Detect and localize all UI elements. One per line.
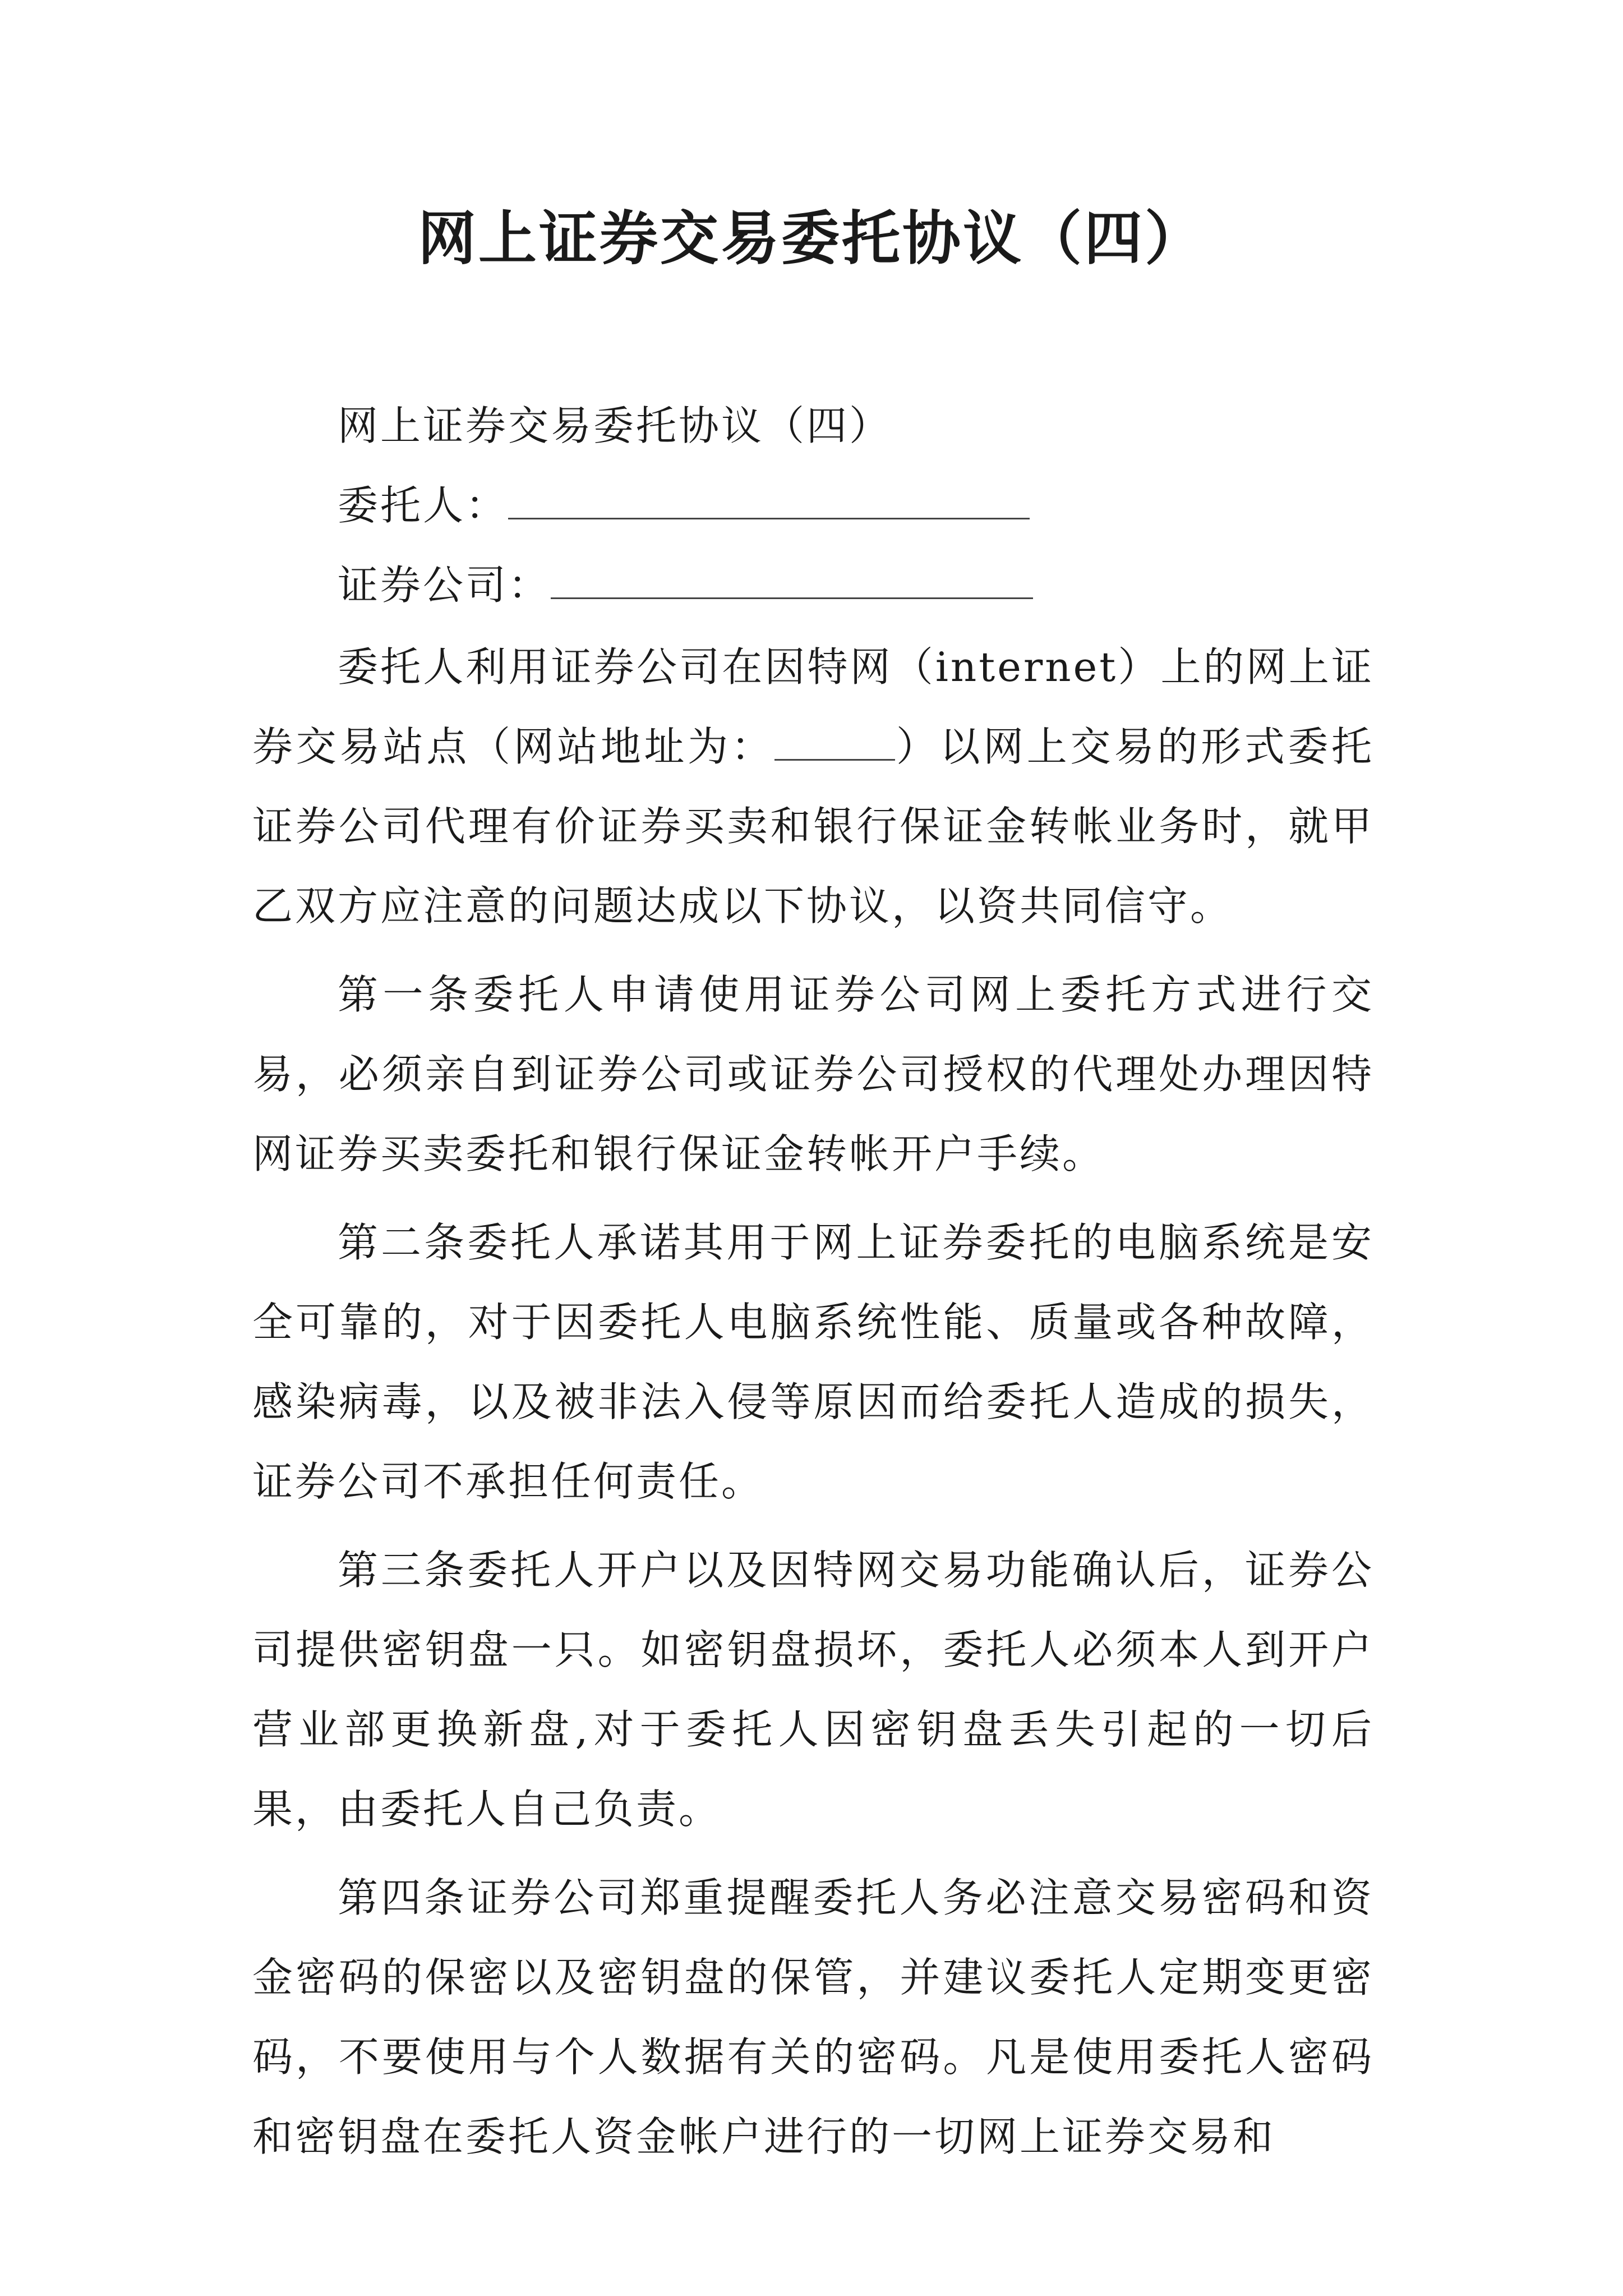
client-line	[252, 466, 1374, 545]
company-line	[252, 545, 1374, 625]
article-3: 第三条委托人开户以及因特网交易功能确认后，证券公司提供密钥盘一只。如密钥盘损坏，委托人必须本人到开户营业部更换新盘,对于委托人因密钥盘丢失引起的一切后果，由委托人自己负责。	[252, 1547, 1374, 1833]
intro-text-part1: 委托人利用证券公司在因特网（internet）上的网上证券交易站点（网站地址为：	[252, 643, 1374, 770]
document-title: 网上证券交易委托协议（四）	[417, 204, 1205, 273]
client-blank[interactable]	[508, 484, 1030, 519]
company-blank[interactable]	[551, 564, 1033, 599]
document-body	[252, 386, 1374, 2185]
article-1: 第一条委托人申请使用证券公司网上委托方式进行交易，必须亲自到证券公司或证券公司授权的代理处办理因特网证券买卖委托和银行保证金转帐开户手续。	[252, 971, 1374, 1177]
document-subtitle: 网上证券交易委托协议（四）	[338, 402, 892, 449]
article-2: 第二条委托人承诺其用于网上证券委托的电脑系统是安全可靠的，对于因委托人电脑系统性能、质量或各种故障，感染病毒，以及被非法入侵等原因而给委托人造成的损失，证券公司不承担任何责任。	[252, 1219, 1374, 1505]
company-label: 证券公司：	[338, 562, 551, 609]
intro-paragraph	[252, 627, 1374, 946]
website-blank[interactable]	[774, 725, 895, 761]
intro-text-part2: ）以网上交易的形式委托证券公司代理有价证券买卖和银行保证金转帐业务时，就甲乙双方应注意的问题达成以下协议，以资共同信守。	[252, 723, 1374, 930]
article-4: 第四条证券公司郑重提醒委托人务必注意交易密码和资金密码的保密以及密钥盘的保管，并建议委托人定期变更密码，不要使用与个人数据有关的密码。凡是使用委托人密码和密钥盘在委托人资金帐户进行的一切网上证券交易和	[252, 1874, 1374, 2160]
client-label: 委托人：	[338, 482, 509, 529]
